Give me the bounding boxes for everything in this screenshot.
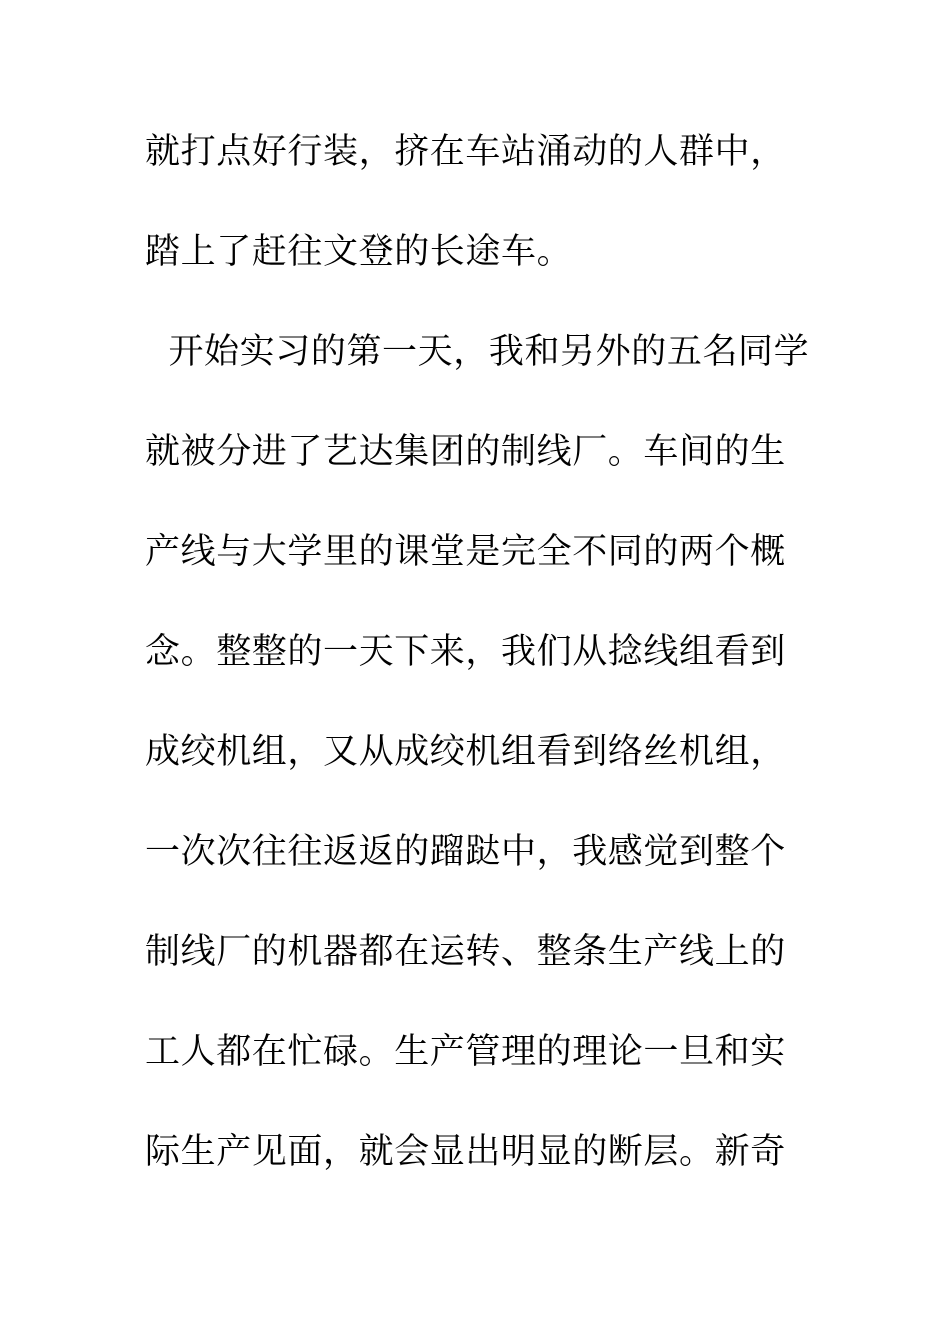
text-line: 一次次往往返返的蹓跶中，我感觉到整个 (145, 832, 786, 872)
text-line: 际生产见面，就会显出明显的断层。新奇 (145, 1132, 786, 1172)
text-line: 工人都在忙碌。生产管理的理论一旦和实 (145, 1032, 786, 1072)
text-line: 就打点好行装，挤在车站涌动的人群中， (145, 132, 786, 172)
text-line: 成绞机组，又从成绞机组看到络丝机组， (145, 732, 786, 772)
text-line: 念。整整的一天下来，我们从捻线组看到 (145, 632, 786, 672)
paragraph-start-line: 开始实习的第一天，我和另外的五名同学 (145, 332, 810, 372)
text-line: 就被分进了艺达集团的制线厂。车间的生 (145, 432, 786, 472)
text-line: 产线与大学里的课堂是完全不同的两个概 (145, 532, 786, 572)
text-line: 制线厂的机器都在运转、整条生产线上的 (145, 932, 786, 972)
text-line: 踏上了赶往文登的长途车。 (145, 232, 573, 272)
